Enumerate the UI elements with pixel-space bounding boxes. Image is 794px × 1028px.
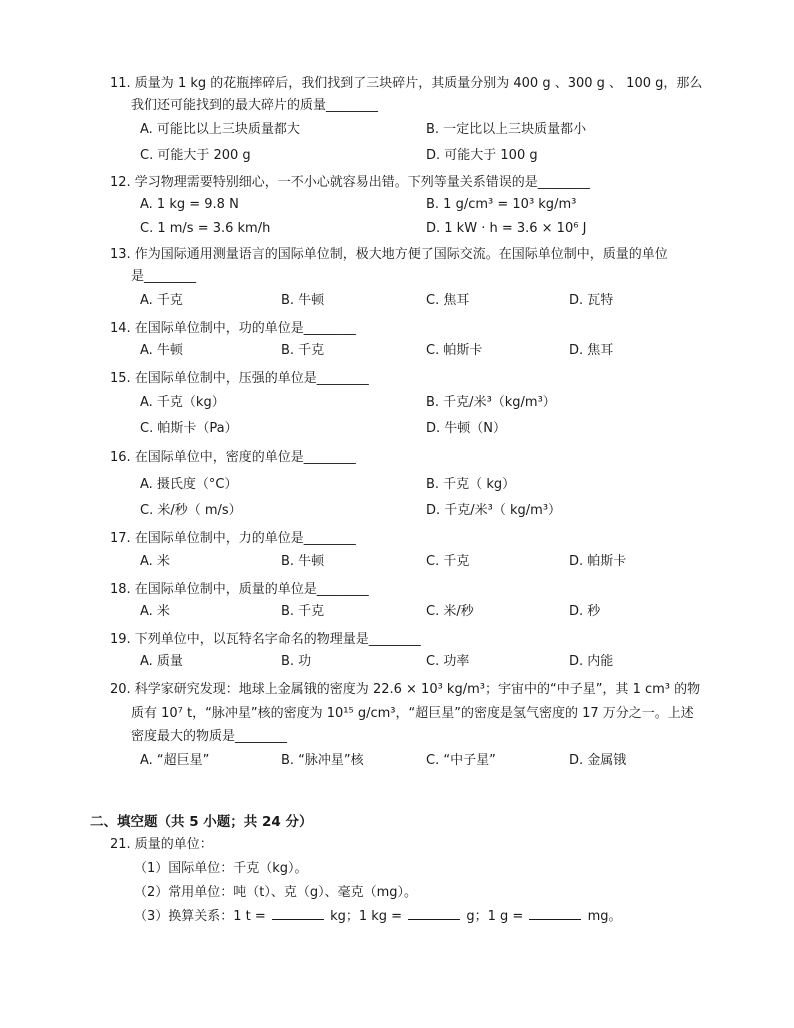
option-a[interactable]: A. “超巨星” <box>140 753 210 768</box>
blank-g-to-mg[interactable] <box>529 908 581 920</box>
option-a[interactable]: A. 米 <box>140 554 170 569</box>
option-d[interactable]: D. 可能大于 100 g <box>426 148 538 163</box>
option-c[interactable]: C. 千克 <box>426 554 470 569</box>
option-d[interactable]: D. 瓦特 <box>569 293 614 308</box>
option-d[interactable]: D. 焦耳 <box>569 343 614 358</box>
question-stem: 20. 科学家研究发现：地球上金属锇的密度为 22.6 × 10³ kg/m³；宇宙中的“中子星”，其 1 cm³ 的物 <box>110 682 701 697</box>
option-c[interactable]: C. 米/秒（ m/s） <box>140 503 242 518</box>
option-b[interactable]: B. 牛顿 <box>281 554 325 569</box>
option-c[interactable]: C. 米/秒 <box>426 604 474 619</box>
question-stem: 21. 质量的单位： <box>110 837 213 852</box>
option-d[interactable]: D. 1 kW · h = 3.6 × 10⁶ J <box>426 221 587 236</box>
question-stem: 15. 在国际单位制中，压强的单位是________ <box>110 371 369 386</box>
option-b[interactable]: B. “脉冲星”核 <box>281 753 364 768</box>
option-b[interactable]: B. 千克 <box>281 343 325 358</box>
option-d[interactable]: D. 牛顿（N） <box>426 421 506 436</box>
option-d[interactable]: D. 金属锇 <box>569 753 627 768</box>
question-stem-cont: 质有 10⁷ t，“脉冲星”核的密度为 10¹⁵ g/cm³，“超巨星”的密度是氢气密度的 17 万分之一。上述 <box>131 706 694 721</box>
option-c[interactable]: C. 1 m/s = 3.6 km/h <box>140 221 271 236</box>
option-a[interactable]: A. 摄氏度（°C） <box>140 477 238 492</box>
question-stem: 17. 在国际单位制中，力的单位是________ <box>110 531 356 546</box>
question-stem: 12. 学习物理需要特别细心，一不小心就容易出错。下列等量关系错误的是________ <box>110 175 590 190</box>
option-d[interactable]: D. 内能 <box>569 654 614 669</box>
option-a[interactable]: A. 千克（kg） <box>140 395 225 410</box>
question-stem: 18. 在国际单位制中，质量的单位是________ <box>110 582 369 597</box>
question-stem: 14. 在国际单位制中，功的单位是________ <box>110 321 356 336</box>
option-d[interactable]: D. 帕斯卡 <box>569 554 627 569</box>
option-c[interactable]: C. 焦耳 <box>426 293 470 308</box>
option-b[interactable]: B. 千克/米³（kg/m³） <box>426 395 556 410</box>
option-d[interactable]: D. 秒 <box>569 604 601 619</box>
question-stem-cont: 我们还可能找到的最大碎片的质量________ <box>131 98 379 113</box>
option-c[interactable]: C. “中子星” <box>426 753 496 768</box>
question-stem: 11. 质量为 1 kg 的花瓶摔碎后，我们找到了三块碎片，其质量分别为 400 g 、300 g 、 100 g，那么 <box>110 76 703 91</box>
blank-kg-to-g[interactable] <box>408 908 460 920</box>
option-a[interactable]: A. 可能比以上三块质量都大 <box>140 122 300 137</box>
conversion-label: （3）换算关系：1 t = <box>134 909 266 924</box>
option-c[interactable]: C. 帕斯卡 <box>426 343 483 358</box>
question-stem-cont: 是________ <box>131 269 197 284</box>
question-stem: 16. 在国际单位中，密度的单位是________ <box>110 450 356 465</box>
option-b[interactable]: B. 千克 <box>281 604 325 619</box>
question-stem: 13. 作为国际通用测量语言的国际单位制，极大地方便了国际交流。在国际单位制中，质量的单位 <box>110 247 668 262</box>
option-b[interactable]: B. 千克（ kg） <box>426 477 516 492</box>
option-b[interactable]: B. 功 <box>281 654 312 669</box>
conversion-label: kg；1 kg = <box>330 909 403 924</box>
option-c[interactable]: C. 可能大于 200 g <box>140 148 251 163</box>
option-a[interactable]: A. 1 kg = 9.8 N <box>140 197 239 212</box>
sub-item-2: （2）常用单位：吨（t）、克（g）、毫克（mg）。 <box>134 885 418 900</box>
option-c[interactable]: C. 功率 <box>426 654 470 669</box>
option-d[interactable]: D. 千克/米³（ kg/m³） <box>426 503 562 518</box>
sub-item-3 <box>134 908 622 926</box>
option-a[interactable]: A. 千克 <box>140 293 183 308</box>
section-heading: 二、填空题（共 5 小题；共 24 分） <box>90 814 313 830</box>
conversion-label: g；1 g = <box>466 909 524 924</box>
sub-item-1: （1）国际单位：千克（kg）。 <box>134 861 308 876</box>
option-b[interactable]: B. 一定比以上三块质量都小 <box>426 122 587 137</box>
blank-t-to-kg[interactable] <box>272 908 324 920</box>
conversion-label: mg。 <box>587 909 622 924</box>
option-a[interactable]: A. 质量 <box>140 654 183 669</box>
option-c[interactable]: C. 帕斯卡（Pa） <box>140 421 238 436</box>
question-stem: 19. 下列单位中，以瓦特名字命名的物理量是________ <box>110 632 421 647</box>
option-b[interactable]: B. 牛顿 <box>281 293 325 308</box>
option-a[interactable]: A. 牛顿 <box>140 343 183 358</box>
option-b[interactable]: B. 1 g/cm³ = 10³ kg/m³ <box>426 197 577 212</box>
option-a[interactable]: A. 米 <box>140 604 170 619</box>
question-stem-cont: 密度最大的物质是________ <box>131 729 288 744</box>
